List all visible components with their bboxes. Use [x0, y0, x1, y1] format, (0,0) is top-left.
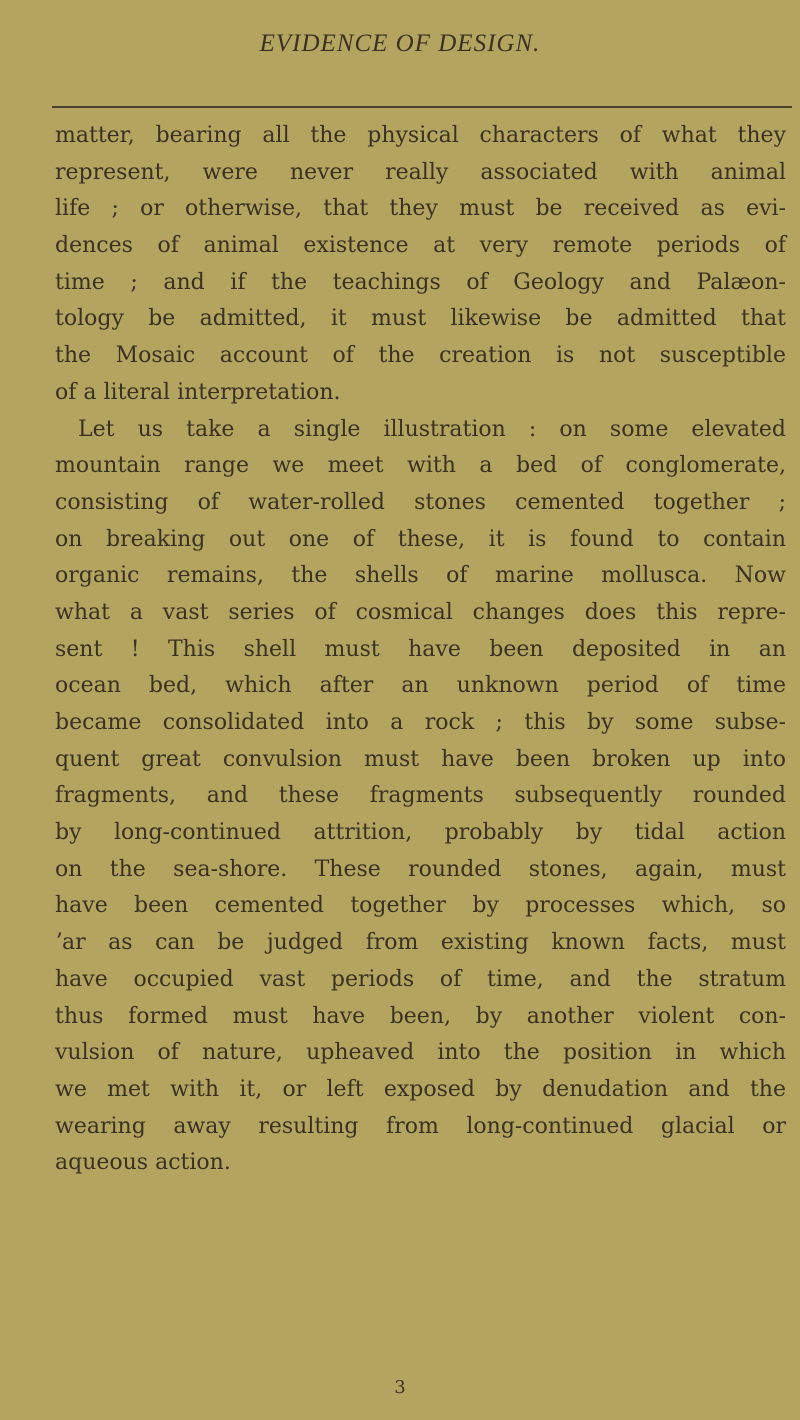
text-line: have occupied vast periods of time, and the stratum	[55, 966, 786, 992]
text-line: on the sea-shore. These rounded stones, again, must	[55, 856, 786, 882]
text-line: became consolidated into a rock ; this by some subse-	[55, 710, 786, 735]
running-header: EVIDENCE OF DESIGN.	[259, 30, 541, 57]
text-line: of a literal interpretation.	[55, 379, 341, 405]
text-line: tology be admitted, it must likewise be admitted that	[55, 306, 786, 332]
text-line: sent ! This shell must have been deposited in an	[55, 636, 786, 662]
header-rule	[52, 106, 792, 108]
text-line: aqueous action.	[55, 1150, 231, 1176]
text-line: time ; and if the teachings of Geology and Palæon-	[55, 269, 786, 295]
text-line: wearing away resulting from long-continued glacial or	[55, 1113, 786, 1139]
text-line: consisting of water-rolled stones cemented together ;	[55, 489, 786, 515]
text-line: fragments, and these fragments subsequently rounded	[55, 783, 786, 809]
text-line: represent, were never really associated with animal	[55, 159, 786, 185]
text-line: ʼar as can be judged from existing known facts, must	[55, 930, 786, 956]
page-number: 3	[394, 1377, 406, 1398]
text-line: life ; or otherwise, that they must be received as evi-	[55, 196, 786, 222]
text-line: have been cemented together by processes which, so	[55, 893, 786, 919]
text-line: vulsion of nature, upheaved into the position in which	[55, 1040, 786, 1066]
text-line: Let us take a single illustration : on some elevated	[78, 416, 786, 442]
body-text	[55, 118, 786, 1182]
text-line: on breaking out one of these, it is found to contain	[55, 526, 786, 552]
text-line: dences of animal existence at very remote periods of	[55, 233, 786, 259]
text-line: matter, bearing all the physical characters of what they	[55, 123, 786, 148]
text-line: organic remains, the shells of marine mollusca. Now	[55, 563, 786, 589]
text-line: ocean bed, which after an unknown period of time	[55, 673, 786, 699]
text-line: mountain range we meet with a bed of conglomerate,	[55, 453, 786, 479]
text-line: by long-continued attrition, probably by tidal action	[55, 820, 786, 846]
text-line: thus formed must have been, by another violent con-	[55, 1003, 786, 1029]
text-line: the Mosaic account of the creation is not susceptible	[55, 343, 786, 369]
text-line: quent great convulsion must have been broken up into	[55, 746, 786, 772]
text-line: we met with it, or left exposed by denudation and the	[55, 1076, 786, 1102]
text-line: what a vast series of cosmical changes does this repre-	[55, 599, 786, 625]
